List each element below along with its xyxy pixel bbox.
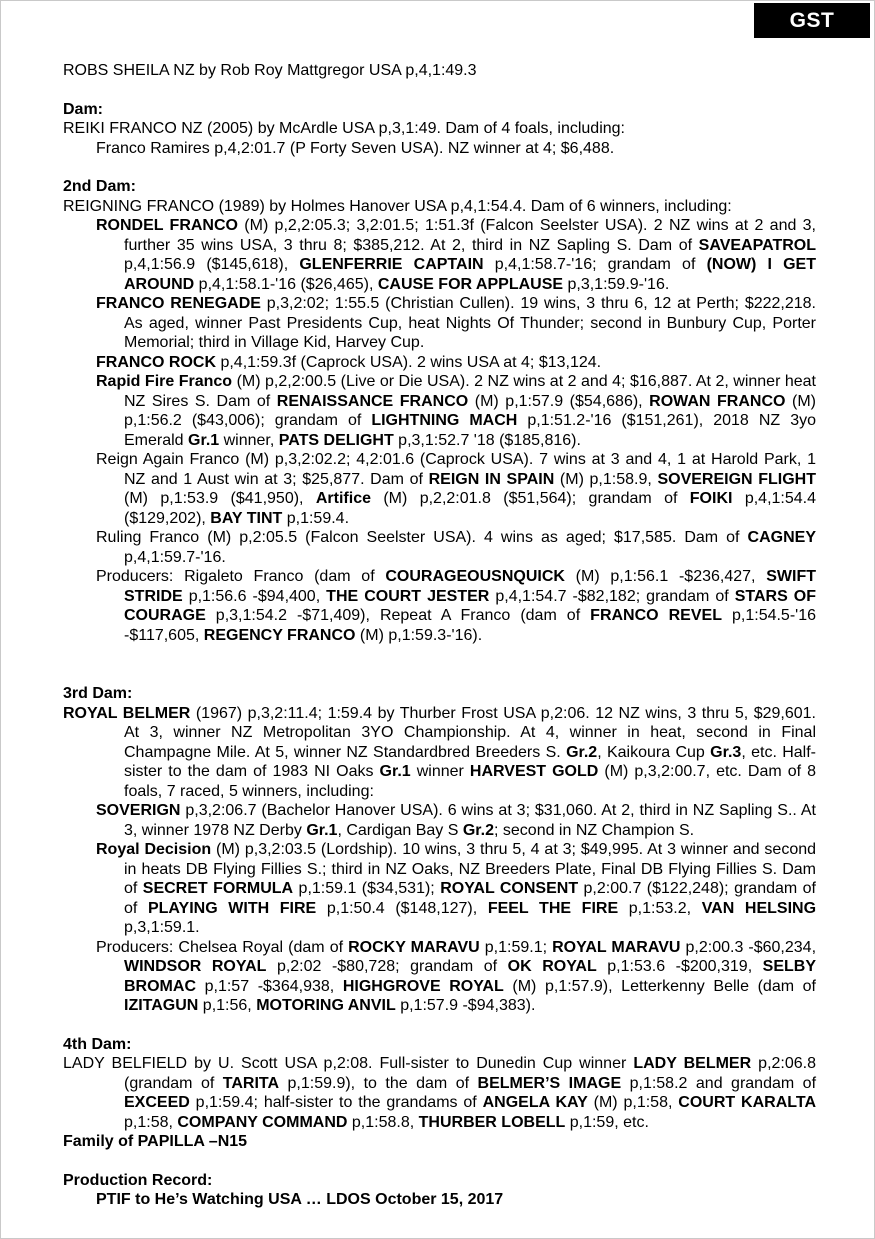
- bold-run: PLAYING WITH FIRE: [147, 899, 317, 917]
- bold-run: Production Record:: [63, 1171, 213, 1189]
- entry-ruling-franco: [63, 528, 816, 567]
- gst-stamp: [754, 3, 870, 38]
- text-run: Franco Ramires p,4,2:01.7 (P Forty Seven USA). NZ winner at 4; $6,488.: [96, 139, 615, 157]
- bold-run: SECRET FORMULA: [142, 880, 294, 897]
- text-run: (M) p,1:59.3-'16).: [355, 626, 483, 644]
- section-second-dam: [63, 177, 816, 645]
- text-run: p,1:59.4.: [282, 509, 350, 527]
- entry-producers-third-dam: [63, 938, 816, 1016]
- text-run: (M) p,1:53.9 ($41,950),: [124, 490, 316, 507]
- dam-heading: [63, 100, 816, 120]
- text-run: Producers: Chelsea Royal (dam of: [96, 938, 349, 956]
- text-run: p,1:59, etc.: [565, 1113, 649, 1131]
- bold-run: IZITAGUN: [124, 997, 199, 1014]
- bold-run: SELBY BROMAC: [124, 958, 817, 995]
- bold-run: BELMER’S IMAGE: [477, 1074, 622, 1092]
- bold-run: WINDSOR ROYAL: [124, 958, 267, 975]
- bold-run: 3rd Dam:: [63, 685, 133, 702]
- text-run: p,4,1:56.9 ($145,618),: [124, 256, 300, 273]
- document-body: [63, 61, 816, 1210]
- bold-run: SOVEREIGN FLIGHT: [657, 470, 817, 488]
- text-run: p,4,1:59.3f (Caprock USA). 2 wins USA at 4; $13,124.: [216, 353, 602, 371]
- entry-reign-again-franco: [63, 450, 816, 528]
- entry-royal-decision: [63, 840, 816, 938]
- text-run: p,3,1:54.2 -$71,409), Repeat A Franco (dam of: [205, 607, 591, 624]
- dam-line: [63, 119, 816, 139]
- entry-rapid-fire-franco: [63, 372, 816, 450]
- second-dam-line: [63, 197, 816, 217]
- text-run: p,1:58.8,: [347, 1113, 419, 1131]
- bold-run: MOTORING ANVIL: [256, 997, 396, 1014]
- bold-run: RONDEL FRANCO: [96, 217, 238, 234]
- entry-franco-renegade: [63, 294, 816, 353]
- text-run: p,1:59.1 ($34,531);: [293, 880, 441, 897]
- text-run: , Cardigan Bay S: [337, 821, 463, 839]
- bold-run: TARITA: [222, 1074, 280, 1092]
- text-run: p,3,1:52.7 '18 ($185,816).: [393, 431, 581, 449]
- text-run: p,1:59.9), to the dam of: [279, 1074, 478, 1092]
- bold-run: ROYAL BELMER: [63, 704, 191, 722]
- fourth-dam-line: [63, 1054, 816, 1132]
- text-run: p,1:56,: [198, 997, 257, 1014]
- text-run: p,3,2:02; 1:55.5 (Christian Cullen). 19 wins, 3 thru 6, 12 at Perth; $222,218. As aged, winner Past Presidents Cup, heat Nights Of Thunder; second in Bunbury Cup, Porter Memorial; third in Village Kid, Harvey Cup.: [124, 295, 816, 351]
- bold-run: COURAGEOUSNQUICK: [385, 568, 565, 585]
- bold-run: FEEL THE FIRE: [487, 899, 619, 917]
- third-dam-line: [63, 704, 816, 802]
- bold-run: Gr.2: [462, 821, 494, 839]
- bold-run: PATS DELIGHT: [278, 431, 394, 449]
- bold-run: FOIKI: [689, 490, 733, 507]
- text-run: (M) p,2,2:05.3; 3,2:01.5; 1:51.3f (Falcon Seelster USA). 2 NZ wins at 2 and 3, further 35 wins USA, 3 thru 8; $385,212. At 2, third in NZ Sapling S. Dam of: [124, 217, 816, 254]
- text-run: (M) p,1:57.9), Letterkenny Belle (dam of: [503, 977, 817, 995]
- text-run: p,2:02 -$80,728; grandam of: [266, 958, 508, 975]
- section-dam: [63, 100, 816, 159]
- bold-run: BAY TINT: [210, 509, 283, 527]
- text-run: p,4,1:54.7 -$82,182; grandam of: [489, 587, 735, 605]
- section-production-record: [63, 1171, 816, 1210]
- text-run: (M) p,2,2:01.8 ($51,564); grandam of: [370, 490, 690, 507]
- bold-run: REGENCY FRANCO: [203, 626, 356, 644]
- section-title: [63, 61, 816, 81]
- text-run: ; second in NZ Champion S.: [494, 821, 695, 839]
- bold-run: SWIFT STRIDE: [124, 568, 816, 605]
- bold-run: CAGNEY: [747, 529, 816, 546]
- text-run: p,2:00.7 ($122,248); grandam of of: [124, 880, 816, 917]
- bold-run: Dam:: [63, 100, 104, 118]
- bold-run: SOVERIGN: [96, 802, 181, 819]
- text-run: ROBS SHEILA NZ by Rob Roy Mattgregor USA p,4,1:49.3: [63, 62, 477, 79]
- bold-run: PTIF to He’s Watching USA … LDOS October 15, 2017: [96, 1191, 504, 1208]
- bold-run: 2nd Dam:: [63, 178, 136, 195]
- text-run: p,4,1:58.1-'16 ($26,465),: [194, 275, 378, 293]
- entry-franco-rock: [63, 353, 816, 373]
- text-run: p,2:06.8 (grandam of: [124, 1055, 816, 1092]
- bold-run: OK ROYAL: [507, 958, 597, 975]
- text-run: Producers: Rigaleto Franco (dam of: [96, 568, 386, 585]
- text-run: (M) p,1:57.9 ($54,686),: [468, 392, 650, 410]
- bold-run: (NOW) I GET AROUND: [124, 256, 817, 293]
- bold-run: COURT KARALTA: [678, 1094, 816, 1111]
- entry-rondel-franco: [63, 216, 816, 294]
- bold-run: GLENFERRIE CAPTAIN: [299, 256, 484, 273]
- bold-run: THE COURT JESTER: [326, 587, 490, 605]
- bold-run: ROWAN FRANCO: [649, 392, 786, 410]
- bold-run: CAUSE FOR APPLAUSE: [377, 275, 564, 293]
- bold-run: SAVEAPATROL: [698, 236, 816, 254]
- bold-run: REIGN IN SPAIN: [428, 470, 555, 488]
- entry-producers-second-dam: [63, 567, 816, 645]
- production-record-line: [63, 1190, 816, 1210]
- bold-run: HARVEST GOLD: [469, 763, 599, 780]
- bold-run: HIGHGROVE ROYAL: [342, 977, 504, 995]
- text-run: p,1:59.4; half-sister to the grandams of: [189, 1094, 483, 1111]
- bold-run: Gr.1: [188, 431, 220, 449]
- text-run: LADY BELFIELD by U. Scott USA p,2:08. Full-sister to Dunedin Cup winner: [63, 1055, 634, 1072]
- fourth-dam-heading: [63, 1035, 816, 1055]
- bold-run: Royal Decision: [96, 841, 212, 858]
- text-run: p,4,1:59.7-'16.: [124, 548, 226, 566]
- text-run: (1967) p,3,2:11.4; 1:59.4 by Thurber Frost USA p,2:06. 12 NZ wins, 3 thru 5, $29,601. At 3, winner NZ Metropolitan 3YO Championship. At 4, winner in heat, second in Final Champagne Mile. At 5, winner NZ Standardbred Breeders S.: [124, 704, 816, 761]
- text-run: p,2:00.3 -$60,234,: [680, 938, 817, 956]
- bold-run: FRANCO ROCK: [96, 353, 216, 371]
- bold-run: THURBER LOBELL: [418, 1113, 566, 1131]
- bold-run: COMPANY COMMAND: [177, 1113, 348, 1131]
- text-run: Ruling Franco (M) p,2:05.5 (Falcon Seelster USA). 4 wins as aged; $17,585. Dam of: [96, 529, 748, 546]
- text-run: p,1:51.2-'16 ($151,261), 2018 NZ 3yo Emerald: [124, 412, 816, 449]
- bold-run: ROCKY MARAVU: [348, 938, 480, 956]
- text-run: p,1:57.9 -$94,383).: [395, 997, 536, 1014]
- bold-run: ANGELA KAY: [482, 1094, 588, 1111]
- text-run: , etc. Half-sister to the dam of 1983 NI Oaks: [124, 743, 817, 780]
- text-run: (M) p,2,2:00.5 (Live or Die USA). 2 NZ wins at 2 and 4; $16,887. At 2, winner heat NZ Sires S. Dam of: [124, 373, 817, 410]
- entry-soverign: [63, 801, 816, 840]
- bold-run: EXCEED: [124, 1094, 190, 1111]
- bold-run: Family of PAPILLA –N15: [63, 1133, 248, 1150]
- text-run: p,1:50.4 ($148,127),: [316, 899, 488, 917]
- bold-run: STARS OF COURAGE: [124, 587, 817, 624]
- text-run: (M) p,3,2:00.7, etc. Dam of 8 foals, 7 raced, 5 winners, including:: [124, 763, 817, 800]
- bold-run: Rapid Fire Franco: [96, 373, 233, 390]
- text-run: p,1:53.2,: [618, 899, 702, 917]
- bold-run: ROYAL MARAVU: [552, 938, 681, 956]
- text-run: p,4,1:54.4 ($129,202),: [124, 490, 816, 527]
- text-run: , Kaikoura Cup: [597, 743, 711, 761]
- text-run: (M) p,1:58.9,: [554, 470, 658, 488]
- bold-run: LADY BELMER: [633, 1055, 752, 1072]
- pedigree-title: [63, 61, 816, 81]
- gst-label: GST: [789, 8, 835, 32]
- bold-run: Gr.1: [306, 821, 338, 839]
- text-run: REIGNING FRANCO (1989) by Holmes Hanover USA p,4,1:54.4. Dam of 6 winners, including:: [63, 197, 732, 215]
- bold-run: RENAISSANCE FRANCO: [276, 392, 469, 410]
- production-record-heading: [63, 1171, 816, 1191]
- text-run: (M) p,1:56.1 -$236,427,: [564, 568, 767, 585]
- family-line: [63, 1132, 816, 1152]
- text-run: winner: [410, 763, 470, 780]
- text-run: REIKI FRANCO NZ (2005) by McArdle USA p,3,1:49. Dam of 4 foals, including:: [63, 120, 625, 137]
- second-dam-heading: [63, 177, 816, 197]
- text-run: (M) p,1:56.2 ($43,006); grandam of: [124, 392, 816, 429]
- text-run: Reign Again Franco (M) p,3,2:02.2; 4,2:01.6 (Caprock USA). 7 wins at 3 and 4, 1 at Harold Park, 1 NZ and 1 Aust win at 3; $25,877. Dam of: [96, 451, 816, 488]
- text-run: p,4,1:58.7-'16; grandam of: [483, 256, 707, 273]
- text-run: (M) p,1:58,: [587, 1094, 679, 1111]
- text-run: winner,: [219, 431, 279, 449]
- text-run: p,1:58,: [124, 1113, 178, 1131]
- text-run: p,1:54.5-'16 -$117,605,: [124, 607, 817, 644]
- bold-run: VAN HELSING: [701, 899, 817, 917]
- text-run: p,3,1:59.1.: [124, 919, 200, 936]
- section-third-dam: [63, 684, 816, 1016]
- text-run: p,1:56.6 -$94,400,: [182, 587, 327, 605]
- bold-run: FRANCO REVEL: [590, 607, 722, 624]
- text-run: p,1:58.2 and grandam of: [621, 1074, 817, 1092]
- bold-run: 4th Dam:: [63, 1035, 132, 1053]
- text-run: p,3,2:06.7 (Bachelor Hanover USA). 6 wins at 3; $31,060. At 2, third in NZ Sapling S.. At 3, winner 1978 NZ Derby: [124, 802, 816, 839]
- bold-run: FRANCO RENEGADE: [96, 295, 261, 312]
- bold-run: LIGHTNING MACH: [371, 412, 518, 429]
- bold-run: Artifice: [315, 490, 371, 507]
- text-run: p,1:53.6 -$200,319,: [596, 958, 763, 975]
- entry-franco-ramires: [63, 139, 816, 159]
- third-dam-heading: [63, 684, 816, 704]
- bold-run: Gr.1: [379, 763, 411, 780]
- bold-run: Gr.3: [710, 743, 742, 761]
- section-fourth-dam: [63, 1035, 816, 1152]
- text-run: p,1:59.1;: [479, 938, 553, 956]
- bold-run: Gr.2: [566, 743, 598, 761]
- text-run: (M) p,3,2:03.5 (Lordship). 10 wins, 3 thru 5, 4 at 3; $49,995. At 3 winner and second in heats DB Flying Fillies S.; third in NZ Oaks, NZ Breeders Plate, Final DB Flying Fillies S. Dam of: [124, 841, 817, 897]
- text-run: p,3,1:59.9-'16.: [563, 275, 670, 293]
- text-run: p,1:57 -$364,938,: [196, 977, 343, 995]
- bold-run: ROYAL CONSENT: [440, 880, 579, 897]
